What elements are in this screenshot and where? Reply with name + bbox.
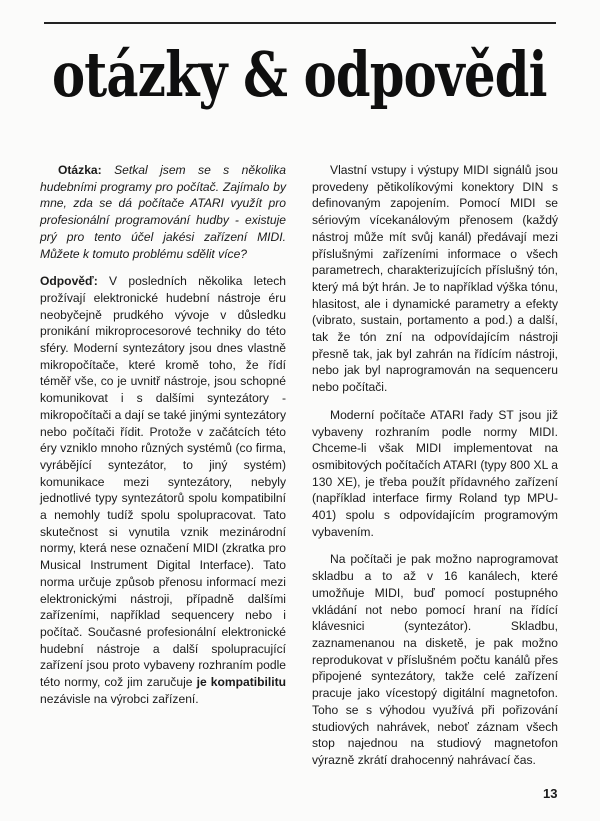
top-rule <box>44 22 556 24</box>
right-paragraph-2: Moderní počítače ATARI řady ST jsou již vybaveny rozhraním podle normy MIDI. Chceme-li však MIDI implementovat na osmibitových počítačích ATARI (typy 800 XL a 130 XE), je třeba použít přídavného zařízení (například interface firmy Roland typ MPU-401) spolu s odpovídajícím programovým vybavením. <box>312 407 558 539</box>
question-label: Otázka: <box>58 163 102 177</box>
left-column <box>40 162 286 708</box>
right-column <box>312 162 558 769</box>
answer-paragraph <box>40 273 286 707</box>
answer-text: V posledních několika letech prožívají elektronické hudební nástroje éru neobyčejně prudkého vývoje v důsledku pronikání mikroprocesorové techniky do této sféry. Moderní syntezátory jsou dnes vlastně mikropočítače, které kromě toho, že řídí téměř vše, co je uvnitř nástroje, jsou schopné komunikovat i s dalšími syntezátory - mikropočítači a dají se také jinými syntezátory nebo počítači řídit. Protože v začátcích této éry vzniklo mnoho různých systémů (co firma, vyrábějící syntezátor, to jiný systém) komunikace mezi syntezátory, nebyly jednotlivé typy syntezátorů spolu kompatibilní a nemohly tudíž spolu spolupracovat. Tato skutečnost si vynutila vznik mezinárodní normy, která nese označení MIDI (zkratka pro Musical Instrument Digital Interface). Tato norma určuje způsob přenosu informací mezi elektronickými nástroji, případně dalšími zařízeními, například sequencery nebo i počítač. Současné profesionální elektronické hudební nástroje a další spolupracující zařízení jsou proto vybaveny rozhraním podle této normy, což jim zaručuje <box>40 274 287 690</box>
question-text: Setkal jsem se s několika hudebními programy pro počítač. Zajímalo by mne, zda se dá počítače ATARI využít pro profesionální programování hudby - existuje prý pro tento účel jakési zařízení MIDI. Můžete k tomuto problému sdělit více? <box>40 163 286 261</box>
answer-tail-text: nezávisle na výrobci zařízení. <box>40 691 199 706</box>
answer-bold-text: je kompatibilitu <box>196 675 286 690</box>
answer-label: Odpověď: <box>40 274 98 289</box>
right-paragraph-1: Vlastní vstupy i výstupy MIDI signálů jsou provedeny pětikolíkovými konektory DIN s definovaným zapojením. Pomocí MIDI se sériovým vícekanálovým přenosem (každý nástroj může mít svůj kanál) předávají mezi příslušnými zařízeními informace o všech parametrech, charakterizujících příslušný tón, který má být hrán. Je to například výška tónu, hlasitost, ale i dynamické parametry a efekty (vibrato, sustain, portamento a pod.) a další, tak že tón zní na odpovídajícím nástroji přesně tak, jak byl zahrán na řídícím nástroji, nebo jak byl naprogramován na sequenceru nebo počítači. <box>312 163 558 395</box>
right-paragraph-3: Na počítači je pak možno naprogramovat skladbu a to až v 16 kanálech, které umožňuje MIDI, buď pomocí postupného vkládání not nebo pomocí hraní na řídící klávesnici (syntezátor). Skladbu, zaznamenanou na disketě, je pak možno reprodukovat v příslušném počtu kanálů přes připojené syntezátory, takže celé zařízení pracuje jako vícestopý digitální magnetofon. Toho se s výhodou využívá při pořizování studiových nahrávek, neboť záznam všech stop najednou na studiový magnetofon výrazně zkrátí drahocenný nahrávací čas. <box>312 552 558 767</box>
question-paragraph <box>40 162 286 262</box>
page-number: 13 <box>543 786 558 801</box>
page-headline: otázky & odpovědi <box>52 38 547 111</box>
